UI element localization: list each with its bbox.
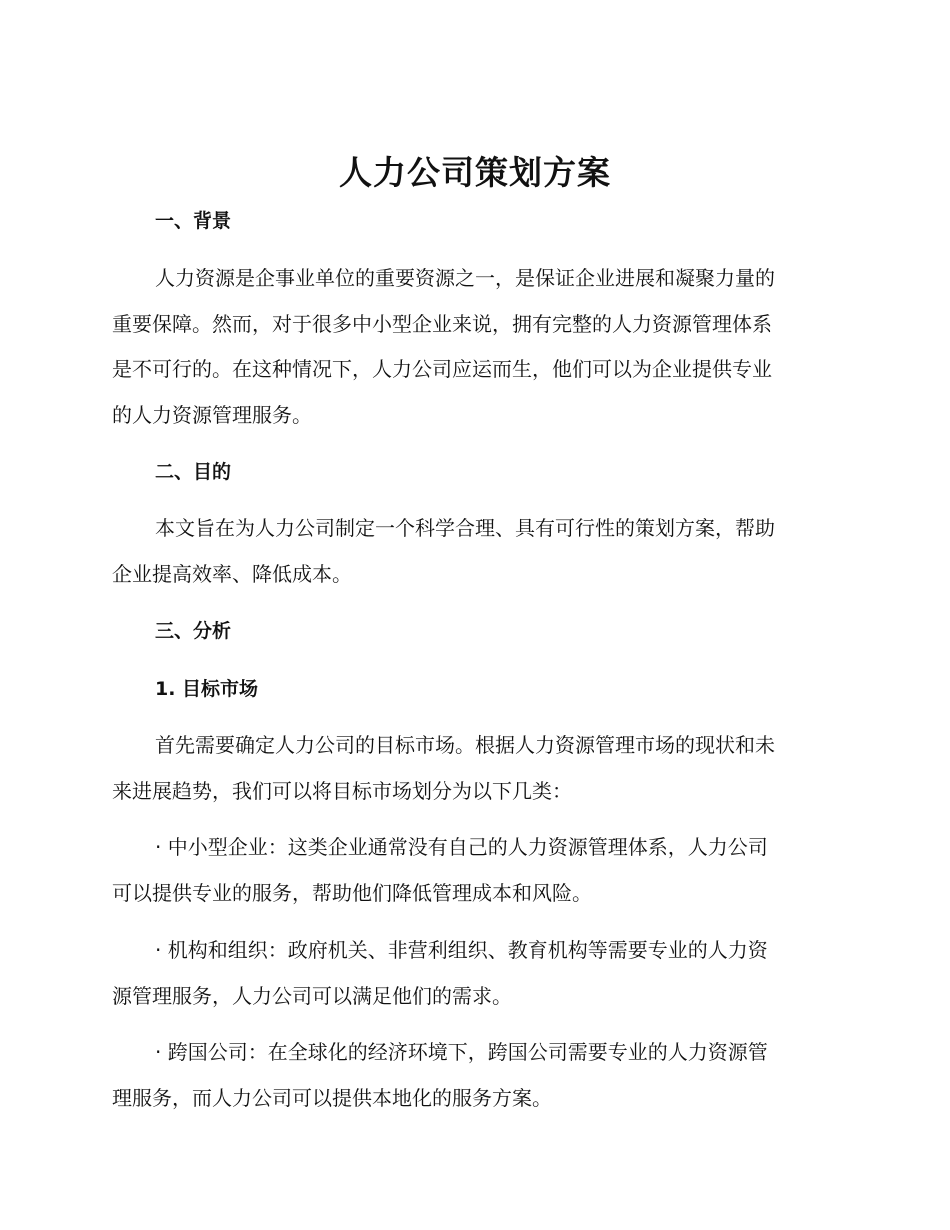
paragraph-line: 理服务，而人力公司可以提供本地化的服务方案。	[112, 1085, 552, 1110]
paragraph-line: 的人力资源管理服务。	[112, 402, 312, 427]
paragraph-line: 可以提供专业的服务，帮助他们降低管理成本和风险。	[112, 880, 592, 905]
paragraph-line: 来进展趋势，我们可以将目标市场划分为以下几类：	[112, 778, 572, 803]
section-heading-purpose: 二、目的	[155, 461, 232, 483]
section-heading-analysis: 三、分析	[155, 620, 232, 642]
paragraph-line: · 中小型企业：这类企业通常没有自己的人力资源管理体系，人力公司	[155, 835, 768, 859]
paragraph-line: 本文旨在为人力公司制定一个科学合理、具有可行性的策划方案，帮助	[155, 516, 775, 540]
page-title: 人力公司策划方案	[339, 153, 611, 192]
bullet-item-multinational	[112, 1030, 832, 1121]
paragraph-line: 首先需要确定人力公司的目标市场。根据人力资源管理市场的现状和未	[155, 733, 775, 757]
paragraph-line: 源管理服务，人力公司可以满足他们的需求。	[112, 983, 512, 1008]
paragraph-target-market	[112, 723, 832, 814]
subsection-heading-target-market: 1. 目标市场	[155, 678, 259, 700]
paragraph-line: · 跨国公司：在全球化的经济环境下，跨国公司需要专业的人力资源管	[155, 1040, 768, 1064]
bullet-item-organizations	[112, 928, 832, 1019]
paragraph-background	[112, 256, 832, 438]
bullet-item-sme	[112, 825, 832, 916]
section-heading-background: 一、背景	[155, 210, 232, 232]
paragraph-line: 是不可行的。在这种情况下，人力公司应运而生，他们可以为企业提供专业	[112, 357, 772, 381]
paragraph-purpose	[112, 506, 832, 597]
paragraph-line: · 机构和组织：政府机关、非营利组织、教育机构等需要专业的人力资	[155, 938, 768, 962]
paragraph-line: 人力资源是企事业单位的重要资源之一，是保证企业进展和凝聚力量的	[155, 266, 775, 290]
paragraph-line: 重要保障。然而，对于很多中小型企业来说，拥有完整的人力资源管理体系	[112, 311, 772, 336]
paragraph-line: 企业提高效率、降低成本。	[112, 561, 352, 586]
